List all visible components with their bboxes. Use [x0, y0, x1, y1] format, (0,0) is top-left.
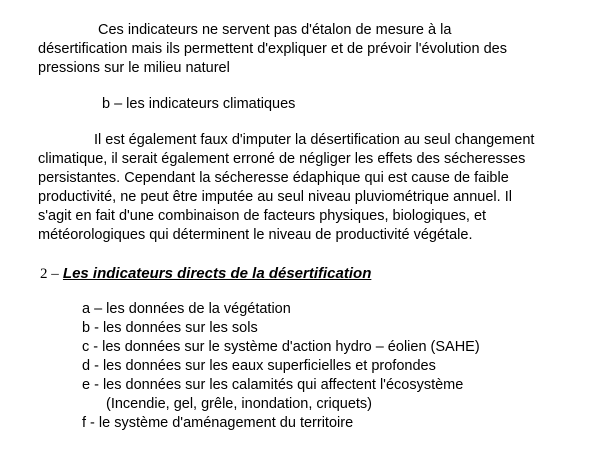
data-list [82, 300, 480, 433]
list-item: f - le système d'aménagement du territoire [82, 415, 354, 431]
paragraph-line: désertification mais ils permettent d'expliquer et de prévoir l'évolution des [38, 41, 507, 57]
list-item: d - les données sur les eaux superficielles et profondes [82, 358, 436, 374]
paragraph-line: s'agit en fait d'une combinaison de facteurs physiques, biologiques, et [38, 208, 487, 224]
paragraph-line: Ces indicateurs ne servent pas d'étalon de mesure à la [98, 22, 452, 38]
section-number: 2 – [40, 266, 59, 282]
list-item-continuation: (Incendie, gel, grêle, inondation, criquets) [106, 396, 372, 412]
list-item: a – les données de la végétation [82, 301, 291, 317]
paragraph-climatic-explanation [38, 131, 560, 245]
section-heading-direct-indicators [40, 264, 371, 284]
subheading-climatic-indicators: b – les indicateurs climatiques [102, 96, 296, 112]
section-title: Les indicateurs directs de la désertification [62, 265, 372, 282]
list-item: b - les données sur les sols [82, 320, 258, 336]
paragraph-line: climatique, il serait également erroné de négliger les effets des sécheresses [38, 151, 526, 167]
paragraph-line: pressions sur le milieu naturel [38, 60, 230, 76]
paragraph-line: Il est également faux d'imputer la désertification au seul changement [94, 132, 535, 148]
list-item: e - les données sur les calamités qui affectent l'écosystème [82, 377, 464, 393]
paragraph-line: productivité, ne peut être imputée au seul niveau pluviométrique annuel. Il [38, 189, 512, 205]
list-item: c - les données sur le système d'action hydro – éolien (SAHE) [82, 339, 480, 355]
paragraph-line: persistantes. Cependant la sécheresse édaphique qui est cause de faible [38, 170, 509, 186]
paragraph-indicator-intro [38, 21, 560, 78]
paragraph-line: météorologiques qui déterminent le niveau de productivité végétale. [38, 227, 473, 243]
